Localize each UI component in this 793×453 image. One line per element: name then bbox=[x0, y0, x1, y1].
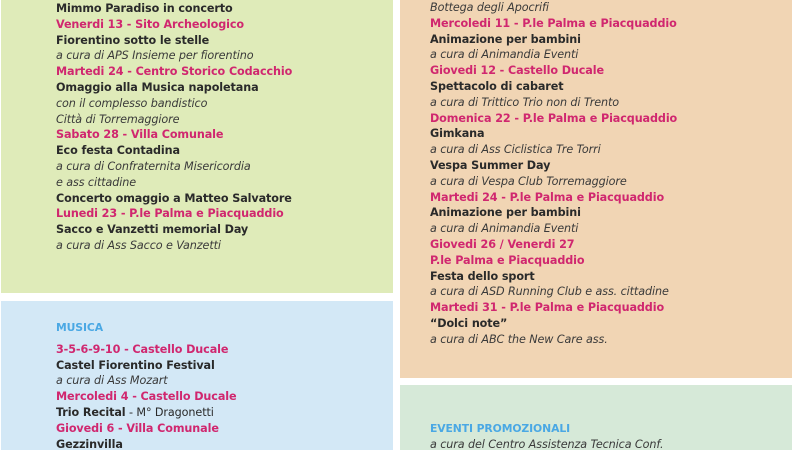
event-date-location: Sabato 28 - Villa Comunale bbox=[56, 128, 224, 142]
event-date-location: Mercoledi 11 - P.le Palma e Piacquaddio bbox=[430, 16, 677, 30]
event-organizer: con il complesso bandistico bbox=[56, 96, 208, 110]
event-date-location: Martedi 24 - P.le Palma e Piacquaddio bbox=[430, 190, 665, 204]
event-organizer: a cura di Ass Mozart bbox=[56, 374, 168, 388]
event-title: Omaggio alla Musica napoletana bbox=[56, 80, 259, 94]
event-title: Concerto omaggio a Matteo Salvatore bbox=[56, 191, 292, 205]
event-title: Mimmo Paradiso in concerto bbox=[56, 2, 233, 15]
event-title: Gezzinvilla bbox=[56, 437, 123, 451]
event-title: Sacco e Vanzetti memorial Day bbox=[56, 223, 249, 237]
events-list-promotional bbox=[430, 421, 663, 453]
event-title: Gimkana bbox=[430, 127, 485, 141]
event-date-location: Mercoledi 4 - Castello Ducale bbox=[56, 390, 237, 404]
event-date-location: Giovedi 12 - Castello Ducale bbox=[430, 64, 604, 78]
event-organizer: a cura di Confraternita Misericordia bbox=[56, 159, 251, 173]
event-organizer: Bottega degli Apocrifi bbox=[430, 1, 549, 14]
event-date-location: Martedi 24 - Centro Storico Codacchio bbox=[56, 65, 293, 79]
event-title: Animazione per bambini bbox=[430, 206, 581, 220]
event-organizer: a cura di Animandia Eventi bbox=[430, 48, 579, 62]
event-title: Fiorentino sotto le stelle bbox=[56, 33, 210, 47]
event-date-location: Giovedi 26 / Venerdi 27 bbox=[430, 237, 575, 251]
event-organizer: a cura del Centro Assistenza Tecnica Conf. bbox=[430, 437, 664, 451]
event-title: Animazione per bambini bbox=[430, 32, 581, 46]
event-date-location: P.le Palma e Piacquaddio bbox=[430, 253, 585, 267]
event-title: Spettacolo di cabaret bbox=[430, 79, 564, 93]
event-title-with-performer bbox=[56, 405, 237, 421]
event-organizer: a cura di Ass Ciclistica Tre Torri bbox=[430, 143, 601, 157]
event-organizer: a cura di ABC the New Care ass. bbox=[430, 332, 608, 346]
event-organizer: a cura di ASD Running Club e ass. cittadine bbox=[430, 285, 669, 299]
event-organizer: Città di Torremaggiore bbox=[56, 112, 180, 126]
event-organizer: a cura di APS Insieme per fiorentino bbox=[56, 49, 254, 63]
event-performer: - M° Dragonetti bbox=[125, 405, 214, 419]
events-list-music bbox=[56, 320, 237, 452]
event-date-location: Lunedi 23 - P.le Palma e Piacquaddio bbox=[56, 207, 284, 221]
event-date-location: Giovedi 6 - Villa Comunale bbox=[56, 421, 219, 435]
event-date-location: Domenica 22 - P.le Palma e Piacquaddio bbox=[430, 111, 678, 125]
events-list-green bbox=[56, 1, 292, 254]
event-title: Eco festa Contadina bbox=[56, 144, 180, 158]
event-date-location: Venerdi 13 - Sito Archeologico bbox=[56, 17, 244, 31]
section-heading-music: MUSICA bbox=[56, 321, 103, 334]
event-title: “Dolci note” bbox=[430, 316, 508, 330]
event-organizer: a cura di Ass Sacco e Vanzetti bbox=[56, 238, 221, 252]
event-title: Festa dello sport bbox=[430, 269, 535, 283]
event-date-location: Martedi 31 - P.le Palma e Piacquaddio bbox=[430, 301, 665, 315]
events-list-peach bbox=[430, 0, 677, 348]
event-date-location: 3-5-6-9-10 - Castello Ducale bbox=[56, 342, 229, 356]
event-title: Castel Fiorentino Festival bbox=[56, 358, 215, 372]
section-heading-promotional: EVENTI PROMOZIONALI bbox=[430, 422, 571, 435]
event-organizer: a cura di Animandia Eventi bbox=[430, 222, 579, 236]
event-organizer: e ass cittadine bbox=[56, 175, 137, 189]
event-title: Vespa Summer Day bbox=[430, 158, 551, 172]
event-organizer: a cura di Vespa Club Torremaggiore bbox=[430, 174, 627, 188]
event-title: Trio Recital bbox=[56, 405, 126, 419]
event-organizer: a cura di Trittico Trio non di Trento bbox=[430, 95, 620, 109]
